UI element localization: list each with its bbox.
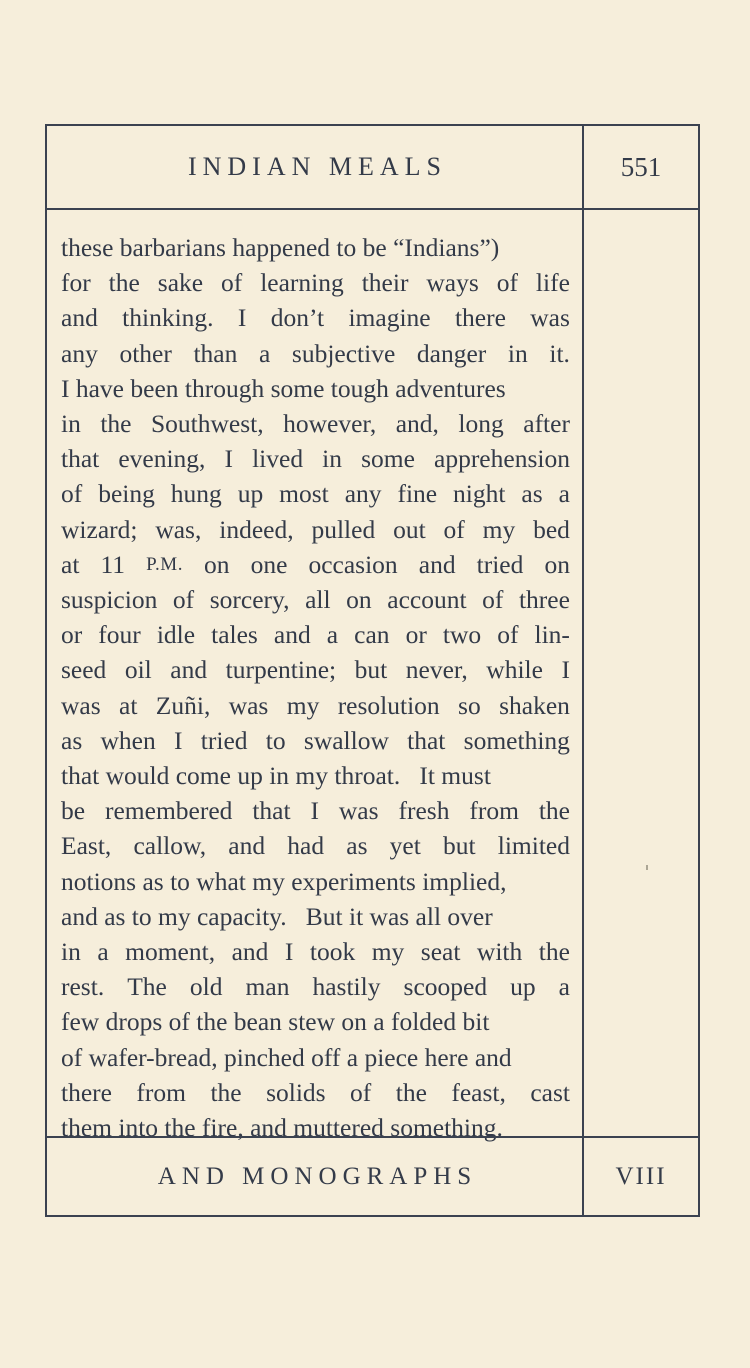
page-number: 551 bbox=[582, 126, 698, 208]
page-body bbox=[47, 210, 698, 1143]
text-line: or four idle tales and a can or two of lin- bbox=[61, 620, 570, 650]
text-line: at 11 P.M. on one occasion and tried on bbox=[61, 547, 570, 582]
text-line: and as to my capacity. But it was all over bbox=[61, 901, 493, 931]
text-line: seed oil and turpentine; but never, while I bbox=[61, 655, 570, 685]
text-line: of wafer-bread, pinched off a piece here and bbox=[61, 1042, 512, 1072]
text-line: wizard; was, indeed, pulled out of my bed bbox=[61, 514, 570, 544]
outer-margin-column bbox=[582, 210, 698, 1138]
text-line: few drops of the bean stew on a folded bit bbox=[61, 1007, 490, 1037]
text-line: was at Zuñi, was my resolution so shaken bbox=[61, 690, 570, 720]
page-header bbox=[47, 126, 698, 210]
text-line: rest. The old man hastily scooped up a bbox=[61, 972, 570, 1002]
text-line: for the sake of learning their ways of life bbox=[61, 268, 570, 298]
running-head-title: INDIAN MEALS bbox=[187, 152, 448, 181]
text-line: in a moment, and I took my seat with the bbox=[61, 937, 570, 967]
text-line: that evening, I lived in some apprehension bbox=[61, 444, 570, 474]
text-line: them into the fire, and muttered something. bbox=[61, 1113, 503, 1143]
text-line: any other than a subjective danger in it. bbox=[61, 338, 570, 368]
paper-speck bbox=[646, 865, 648, 870]
text-line: there from the solids of the feast, cast bbox=[61, 1077, 570, 1107]
text-line: notions as to what my experiments implied, bbox=[61, 866, 507, 896]
small-caps-pm: P.M. bbox=[146, 553, 183, 575]
footer-signature: VIII bbox=[582, 1138, 698, 1215]
text-line: in the Southwest, however, and, long after bbox=[61, 409, 570, 439]
footer-series-title: AND MONOGRAPHS bbox=[157, 1162, 478, 1190]
text-line: these barbarians happened to be “Indians”) bbox=[61, 233, 500, 262]
text-line: as when I tried to swallow that something bbox=[61, 725, 570, 755]
text-line: suspicion of sorcery, all on account of three bbox=[61, 585, 570, 615]
text-line: that would come up in my throat. It must bbox=[61, 761, 491, 791]
page-frame bbox=[45, 124, 700, 1217]
text-line: of being hung up most any fine night as a bbox=[61, 479, 570, 509]
text-line: and thinking. I don’t imagine there was bbox=[61, 303, 570, 333]
body-text-column bbox=[47, 210, 582, 1143]
text-line: be remembered that I was fresh from the bbox=[61, 796, 570, 826]
text-line: East, callow, and had as yet but limited bbox=[61, 831, 570, 861]
page-footer bbox=[47, 1136, 698, 1215]
text-line: I have been through some tough adventures bbox=[61, 373, 506, 403]
